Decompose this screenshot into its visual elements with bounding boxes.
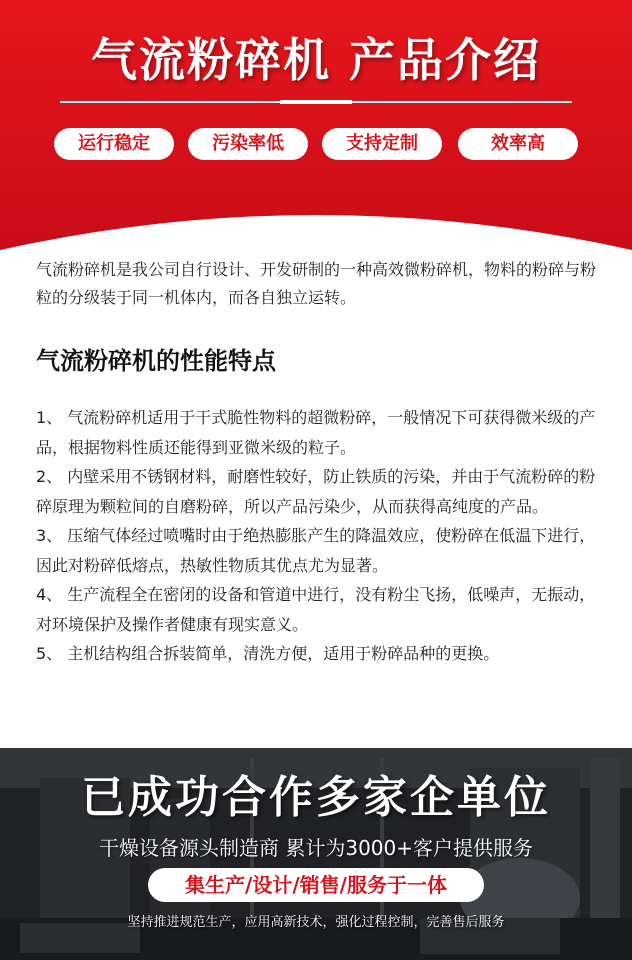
banner-title: 已成功合作多家企单位 [81, 772, 551, 823]
feature-item: 4、 生产流程全在密闭的设备和管道中进行，没有粉尘飞扬，低噪声，无振动，对环境保护及操作者健康有现实意义。 [36, 585, 596, 634]
feature-item: 1、 气流粉碎机适用于干式脆性物料的超微粉碎，一般情况下可获得微米级的产品，根据物料性质还能得到亚微米级的粒子。 [36, 408, 596, 457]
feature-badge-stable: 运行稳定 [54, 128, 174, 160]
page-title: 气流粉碎机 产品介绍 [90, 33, 541, 87]
feature-item: 3、 压缩气体经过喷嘴时由于绝热膨胀产生的降温效应，使粉碎在低温下进行，因此对粉碎低熔点，热敏性物质其优点尤为显著。 [36, 526, 596, 575]
feature-list [36, 403, 602, 669]
feature-badge-low-pollution: 污染率低 [188, 128, 308, 160]
partners-banner [0, 748, 632, 960]
banner-services-badge: 集生产/设计/销售/服务于一体 [148, 868, 484, 902]
banner-footer-text: 坚持推进规范生产，应用高新技术，强化过程控制，完善售后服务 [127, 915, 505, 930]
title-divider-center [280, 100, 352, 104]
section-heading: 气流粉碎机的性能特点 [36, 347, 276, 375]
hero-header [0, 0, 632, 250]
hero-curve-shape [0, 190, 632, 250]
feature-badge-customizable: 支持定制 [322, 128, 442, 160]
feature-badges [0, 128, 632, 162]
title-divider-left [60, 101, 280, 103]
title-divider-right [352, 101, 572, 103]
feature-badge-efficient: 效率高 [458, 128, 578, 160]
feature-item: 2、 内壁采用不锈钢材料，耐磨性较好，防止铁质的污染，并由于气流粉碎的粉碎原理为颗粒间的自磨粉碎，所以产品污染少，从而获得高纯度的产品。 [36, 467, 596, 516]
intro-paragraph: 气流粉碎机是我公司自行设计、开发研制的一种高效微粉碎机，物料的粉碎与粉粒的分级装于同一机体内，而各自独立运转。 [36, 260, 597, 307]
feature-item: 5、 主机结构组合拆装简单，清洗方便，适用于粉碎品种的更换。 [36, 644, 500, 663]
banner-subtitle: 干燥设备源头制造商 累计为3000+客户提供服务 [98, 836, 533, 860]
